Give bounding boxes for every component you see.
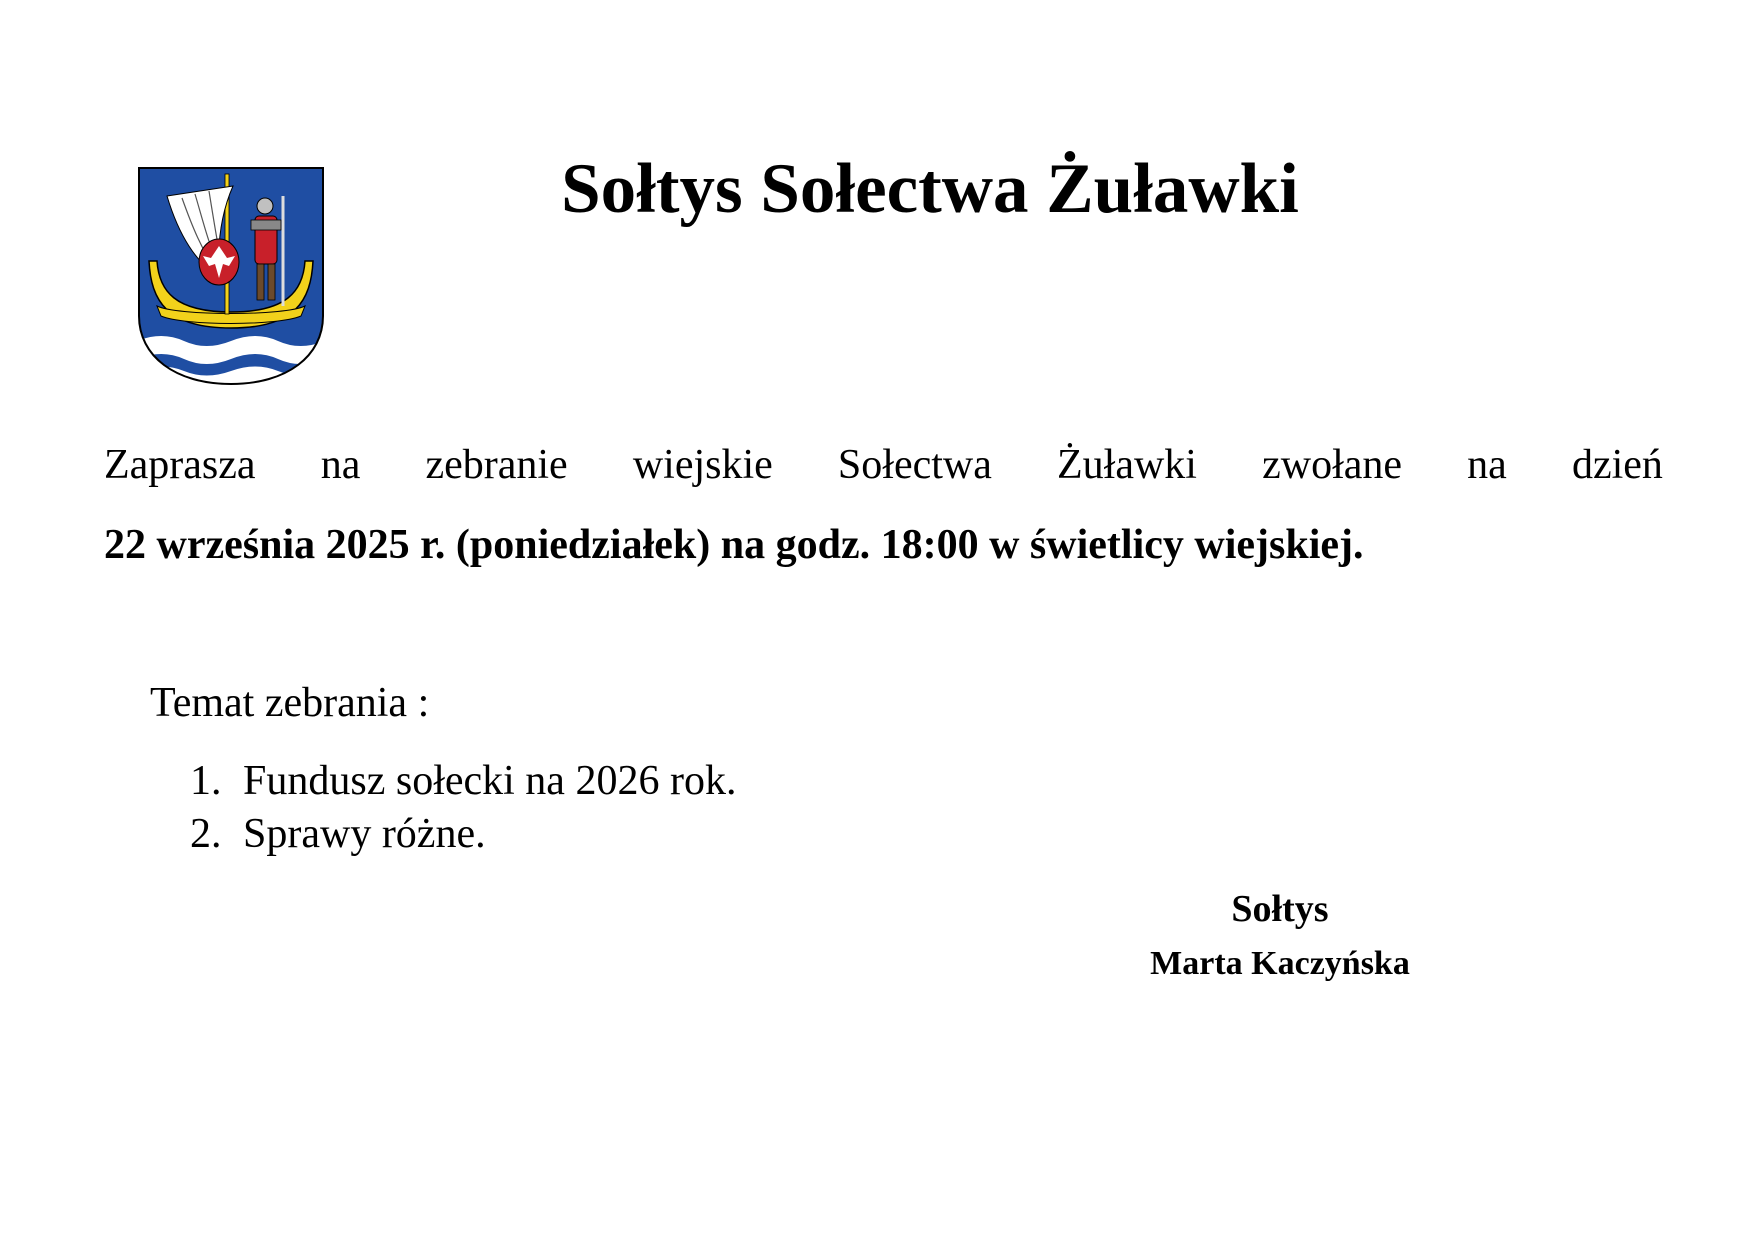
coat-of-arms-icon bbox=[137, 166, 325, 386]
signature-name: Marta Kaczyńska bbox=[1150, 945, 1410, 982]
invitation-word: Sołectwa bbox=[837, 442, 992, 488]
invitation-word: zebranie bbox=[425, 442, 568, 488]
agenda-item-text: Fundusz sołecki na 2026 rok. bbox=[243, 758, 737, 804]
agenda-item bbox=[190, 755, 736, 808]
invitation-line-1 bbox=[104, 440, 1663, 490]
agenda-item-text: Sprawy różne. bbox=[243, 811, 486, 857]
agenda-item bbox=[190, 808, 736, 861]
invitation-word: Żuławki bbox=[1057, 442, 1197, 488]
agenda-item-number: 2. bbox=[190, 811, 222, 857]
invitation-word: na bbox=[320, 442, 361, 488]
invitation-word: dzień bbox=[1571, 442, 1663, 488]
invitation-word: na bbox=[1467, 442, 1507, 488]
invitation-word: wiejskie bbox=[632, 442, 773, 488]
agenda-list bbox=[190, 755, 736, 861]
invitation-date-line: 22 września 2025 r. (poniedziałek) na godz. 18:00 w świetlicy wiejskiej. bbox=[104, 522, 1364, 568]
invitation-word: zwołane bbox=[1262, 442, 1403, 488]
signature-role: Sołtys bbox=[1231, 888, 1329, 930]
agenda-heading: Temat zebrania : bbox=[150, 680, 430, 726]
invitation-word: Zaprasza bbox=[104, 442, 256, 488]
page-title: Sołtys Sołectwa Żuławki bbox=[561, 150, 1299, 228]
agenda-item-number: 1. bbox=[190, 758, 222, 804]
